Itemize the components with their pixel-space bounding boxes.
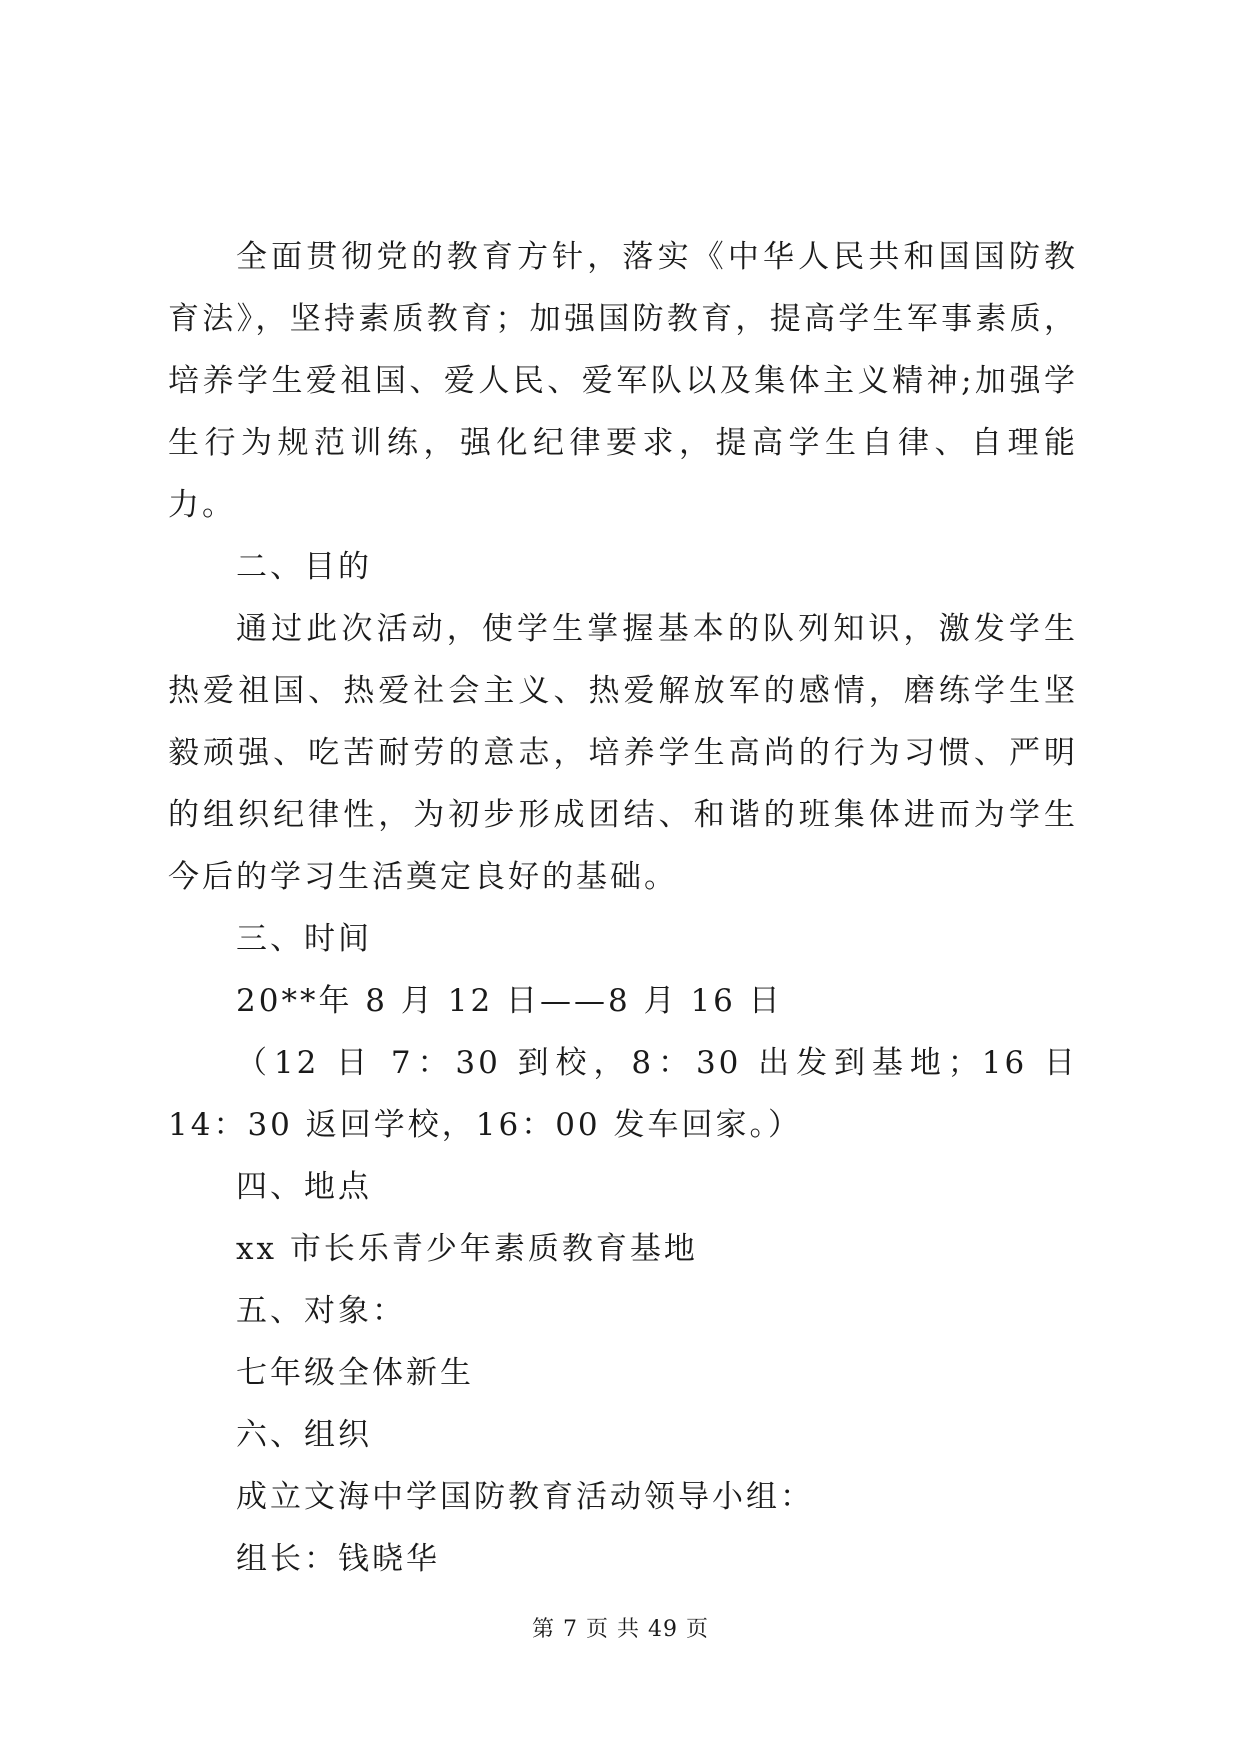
- heading-time: 三、时间: [236, 921, 372, 957]
- paragraph-schedule: （12 日 7：30 到校，8：30 出发到基地；16 日 14：30 返回学校，16：00 发车回家。）: [168, 1045, 1078, 1143]
- page-number: 第 7 页 共 49 页: [532, 1617, 709, 1642]
- paragraph-leadership-group: 成立文海中学国防教育活动领导小组：: [236, 1479, 814, 1515]
- heading-participants: 五、对象：: [236, 1293, 406, 1329]
- paragraph-guiding-principle: 全面贯彻党的教育方针，落实《中华人民共和国国防教育法》，坚持素质教育；加强国防教育，提高学生军事素质，培养学生爱祖国、爱人民、爱军队以及集体主义精神;加强学生行为规范训练，强化纪律要求，提高学生自律、自理能力。: [168, 239, 1078, 523]
- paragraph-participants: 七年级全体新生: [236, 1355, 474, 1391]
- paragraph-location: xx 市长乐青少年素质教育基地: [236, 1231, 698, 1267]
- paragraph-purpose: 通过此次活动，使学生掌握基本的队列知识，激发学生热爱祖国、热爱社会主义、热爱解放军的感情，磨练学生坚毅顽强、吃苦耐劳的意志，培养学生高尚的行为习惯、严明的组织纪律性，为初步形成团结、和谐的班集体进而为学生今后的学习生活奠定良好的基础。: [168, 611, 1078, 895]
- page-footer: [0, 1612, 1241, 1643]
- paragraph-date-range: 20**年 8 月 12 日——8 月 16 日: [236, 983, 783, 1019]
- heading-organization: 六、组织: [236, 1417, 372, 1453]
- heading-purpose: 二、目的: [236, 549, 372, 585]
- heading-location: 四、地点: [236, 1169, 372, 1205]
- paragraph-group-leader: 组长：钱晓华: [236, 1541, 440, 1577]
- document-body: [168, 226, 1078, 1590]
